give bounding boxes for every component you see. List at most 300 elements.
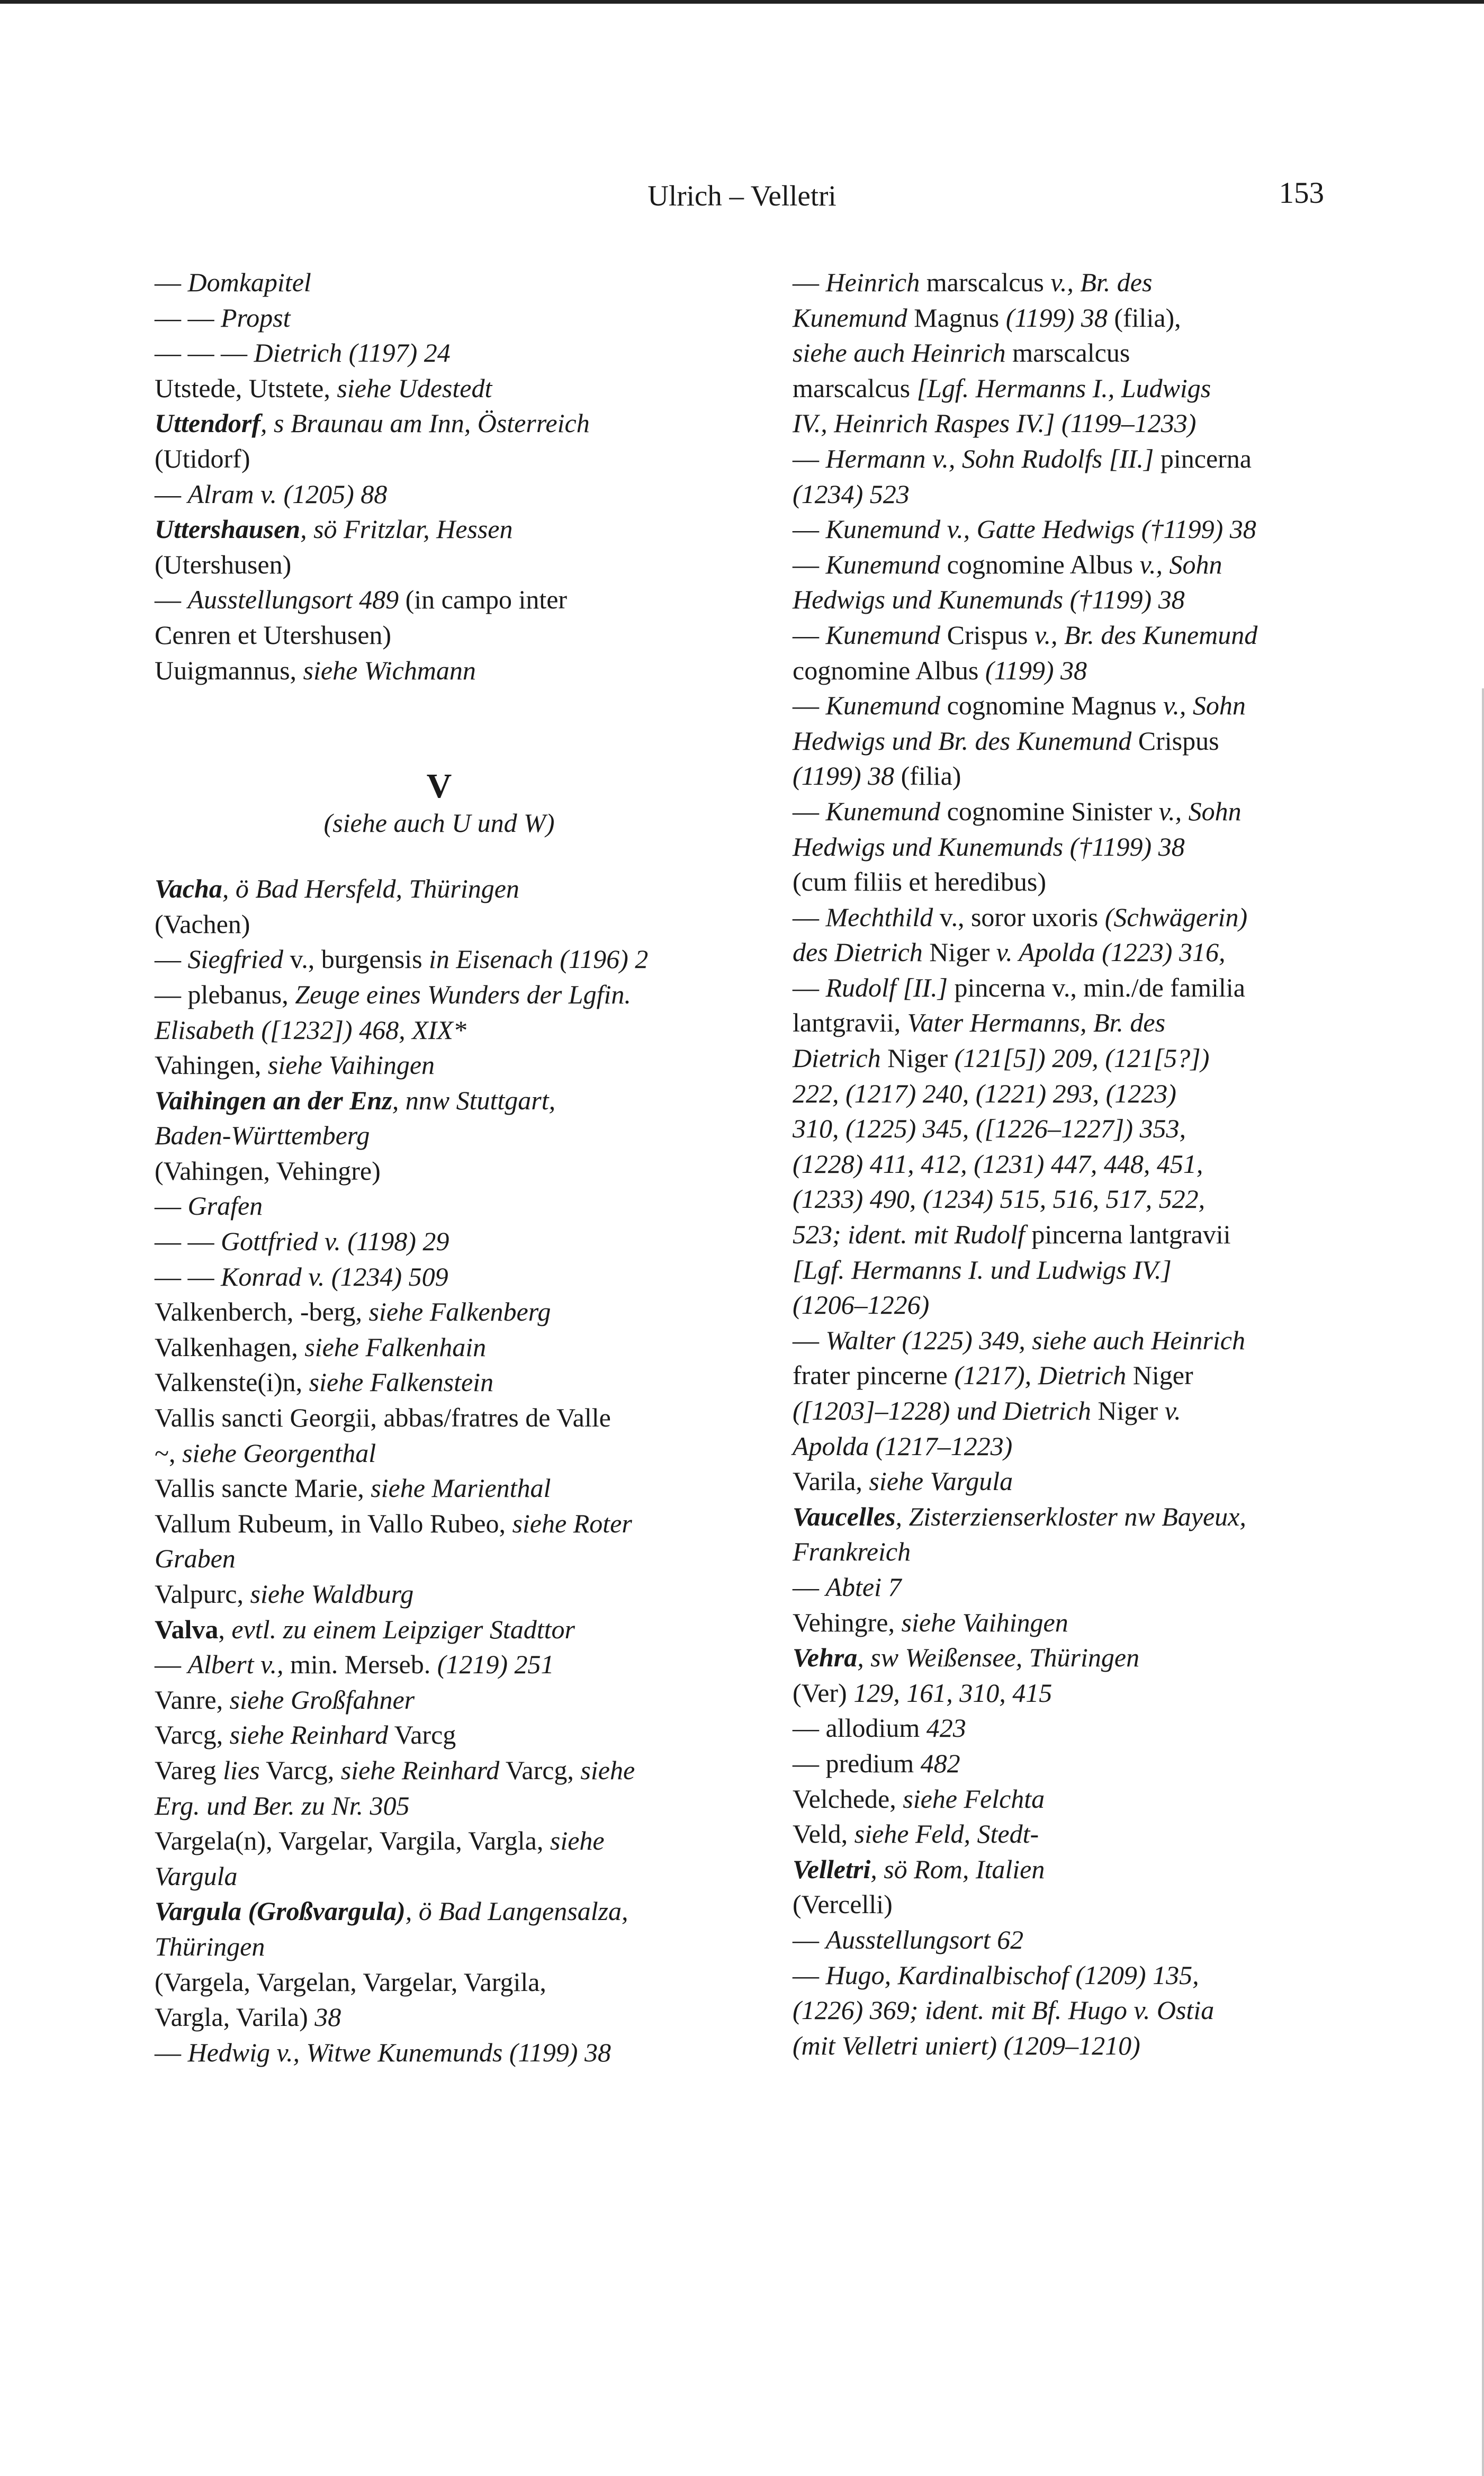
index-line bbox=[793, 1534, 1346, 1569]
index-line bbox=[793, 265, 1346, 300]
index-line bbox=[793, 406, 1346, 441]
index-text: v. bbox=[1164, 1396, 1181, 1425]
index-text: Niger bbox=[1126, 1360, 1193, 1390]
index-line bbox=[793, 617, 1346, 653]
index-text: Hedwigs und Kunemunds (†1199) 38 bbox=[793, 831, 1185, 862]
index-text: marscalcus bbox=[793, 373, 917, 403]
index-text: Uuigmannus, bbox=[155, 655, 303, 685]
index-line bbox=[155, 1365, 724, 1400]
index-line bbox=[155, 1153, 724, 1189]
index-text: siehe bbox=[550, 1826, 605, 1856]
index-line bbox=[155, 1506, 724, 1541]
index-text: (Schwägerin) bbox=[1104, 902, 1248, 932]
index-text: Elisabeth ([1232]) 468, XIX* bbox=[155, 1015, 466, 1045]
index-text: (1228) 411, 412, (1231) 447, 448, 451, bbox=[793, 1149, 1203, 1179]
index-line bbox=[155, 1612, 724, 1647]
index-text: Kunemund bbox=[825, 620, 941, 650]
right-column bbox=[793, 265, 1346, 2063]
index-text: (1199) 38 bbox=[985, 655, 1087, 685]
index-line bbox=[155, 1083, 724, 1118]
index-line bbox=[155, 1294, 724, 1330]
index-line bbox=[793, 1146, 1346, 1182]
index-text: siehe Waldburg bbox=[250, 1579, 414, 1609]
index-text: (filia), bbox=[1107, 302, 1181, 333]
index-text: Apolda (1217–1223) bbox=[793, 1431, 1013, 1461]
index-line bbox=[793, 547, 1346, 582]
top-rule bbox=[0, 0, 1484, 4]
index-text: siehe Roter bbox=[512, 1508, 632, 1538]
index-text: 482 bbox=[920, 1748, 960, 1778]
index-text: Veld, bbox=[793, 1819, 855, 1849]
index-text: Magnus bbox=[907, 302, 1006, 333]
index-line bbox=[155, 1717, 724, 1753]
index-text: Kunemund v., Gatte Hedwigs (†1199) 38 bbox=[825, 514, 1256, 544]
index-text: Hermann v., Sohn Rudolfs [II.] bbox=[825, 443, 1154, 473]
index-line bbox=[155, 1470, 724, 1506]
index-text: (Vahingen, Vehingre) bbox=[155, 1155, 381, 1186]
index-line bbox=[793, 1252, 1346, 1288]
index-text: Dietrich bbox=[793, 1043, 881, 1073]
index-line bbox=[793, 723, 1346, 759]
index-line bbox=[793, 1605, 1346, 1640]
index-text: Zeuge eines Wunders der Lgfin. bbox=[295, 979, 631, 1009]
index-line bbox=[793, 441, 1346, 477]
index-text: , bbox=[218, 1614, 232, 1644]
index-text: Valva bbox=[155, 1614, 219, 1644]
index-line bbox=[793, 1922, 1346, 1958]
index-text: cognomine Sinister bbox=[940, 796, 1159, 826]
index-text: — bbox=[793, 1572, 826, 1602]
index-text: , sö Fritzlar, Hessen bbox=[300, 514, 513, 544]
index-text: — — bbox=[155, 302, 221, 333]
index-text: min. Merseb. bbox=[283, 1649, 437, 1680]
index-line bbox=[793, 2028, 1346, 2064]
index-line bbox=[155, 1224, 724, 1259]
index-text: (1199) 38 bbox=[793, 761, 895, 791]
index-text: Vacha bbox=[155, 874, 222, 904]
index-text: (1199) 38 bbox=[1005, 302, 1108, 333]
index-text: [Lgf. Hermanns I. und Ludwigs IV.] bbox=[793, 1254, 1172, 1285]
index-text: Vaucelles bbox=[793, 1501, 896, 1531]
index-text: siehe auch Heinrich bbox=[793, 338, 1006, 368]
index-text: , sö Rom, Italien bbox=[870, 1854, 1045, 1884]
index-line bbox=[155, 1753, 724, 1788]
index-text: frater pincerne bbox=[793, 1360, 955, 1390]
index-text: Kunemund bbox=[825, 690, 941, 721]
index-text: siehe Felchta bbox=[903, 1783, 1045, 1814]
index-text: siehe Vargula bbox=[869, 1466, 1013, 1496]
index-line bbox=[155, 582, 724, 617]
index-text: Niger bbox=[880, 1043, 955, 1073]
index-line bbox=[155, 1788, 724, 1824]
index-line bbox=[155, 977, 724, 1012]
index-line bbox=[155, 1859, 724, 1894]
index-line bbox=[155, 1894, 724, 1929]
index-line bbox=[793, 1746, 1346, 1781]
index-text: (1219) 251 bbox=[437, 1649, 554, 1680]
index-line bbox=[155, 1999, 724, 2035]
index-text: siehe Wichmann bbox=[303, 655, 476, 685]
index-entries-u bbox=[155, 265, 724, 688]
index-text: Erg. und Ber. zu Nr. 305 bbox=[155, 1790, 410, 1820]
index-line bbox=[155, 335, 724, 371]
index-line bbox=[793, 829, 1346, 865]
index-line bbox=[793, 1393, 1346, 1429]
index-line bbox=[793, 794, 1346, 829]
index-text: Heinrich bbox=[825, 267, 920, 297]
index-line bbox=[793, 1111, 1346, 1146]
running-head: Ulrich – Velletri bbox=[647, 180, 837, 212]
index-line bbox=[793, 1181, 1346, 1217]
index-text: — bbox=[155, 267, 188, 297]
index-text: v., Sohn bbox=[1139, 549, 1222, 579]
index-line bbox=[155, 1330, 724, 1365]
index-text: — bbox=[155, 1191, 188, 1221]
index-text: (cum filiis et heredibus) bbox=[793, 867, 1047, 897]
index-line bbox=[155, 1118, 724, 1153]
index-line bbox=[155, 1259, 724, 1295]
index-line bbox=[155, 941, 724, 977]
index-line bbox=[793, 688, 1346, 723]
index-text: (Ver) bbox=[793, 1677, 854, 1708]
index-text: marscalcus bbox=[920, 267, 1051, 297]
page-number: 153 bbox=[1279, 176, 1324, 210]
index-line bbox=[793, 1993, 1346, 2028]
index-text: Kunemund bbox=[793, 302, 907, 333]
index-text: siehe Reinhard bbox=[340, 1755, 500, 1785]
index-line bbox=[155, 371, 724, 406]
index-text: v., soror uxoris bbox=[933, 902, 1105, 932]
index-line bbox=[793, 1852, 1346, 1887]
index-text: marscalcus bbox=[1005, 338, 1130, 368]
index-text: Uttendorf bbox=[155, 408, 260, 438]
index-text: siehe Vaihingen bbox=[267, 1050, 435, 1080]
index-line bbox=[793, 864, 1346, 900]
index-line bbox=[793, 335, 1346, 371]
index-line bbox=[155, 1929, 724, 1964]
index-text: Crispus bbox=[940, 620, 1035, 650]
index-line bbox=[155, 477, 724, 512]
index-text: v., Sohn bbox=[1163, 690, 1246, 721]
index-text: Vallis sancti Georgii, abbas/fratres de Valle bbox=[155, 1403, 611, 1433]
index-text: lies bbox=[223, 1755, 260, 1785]
index-text: Vargela(n), Vargelar, Vargila, Vargla, bbox=[155, 1826, 550, 1856]
index-entries-v-continued bbox=[793, 265, 1346, 2063]
section-cross-reference: (siehe auch U und W) bbox=[323, 808, 555, 838]
index-text: pincerna lantgravii bbox=[1024, 1219, 1231, 1250]
index-line bbox=[155, 1047, 724, 1083]
index-text: lantgravii, bbox=[793, 1008, 907, 1038]
index-text: Walter (1225) 349, siehe auch Heinrich bbox=[825, 1325, 1245, 1355]
index-line bbox=[793, 1076, 1346, 1111]
index-text: v., burgensis bbox=[283, 944, 429, 974]
index-text: cognomine Albus bbox=[793, 655, 985, 685]
index-text: (Vercelli) bbox=[793, 1889, 893, 1919]
index-text: Ausstellungsort 62 bbox=[825, 1924, 1024, 1954]
index-text: — bbox=[793, 514, 826, 544]
index-text: siehe Reinhard bbox=[229, 1720, 389, 1750]
index-text: (filia) bbox=[894, 761, 961, 791]
index-line bbox=[155, 1576, 724, 1612]
index-line bbox=[155, 512, 724, 547]
index-line bbox=[793, 653, 1346, 688]
index-text: (Utershusen) bbox=[155, 549, 292, 579]
index-text: Hugo, Kardinalbischof (1209) 135, bbox=[825, 1960, 1199, 1990]
index-text: Velchede, bbox=[793, 1783, 903, 1814]
index-text: (1226) 369; ident. mit Bf. Hugo v. Ostia bbox=[793, 1995, 1215, 2025]
index-text: Graben bbox=[155, 1544, 236, 1574]
index-text: Valkenste(i)n, bbox=[155, 1367, 309, 1397]
index-line bbox=[793, 582, 1346, 617]
index-text: v., Br. des Kunemund bbox=[1034, 620, 1258, 650]
index-text: (1234) 523 bbox=[793, 479, 910, 509]
index-line bbox=[793, 1958, 1346, 1993]
index-text: (in campo inter bbox=[399, 585, 568, 615]
index-text: Siegfried bbox=[187, 944, 284, 974]
index-text: cognomine Magnus bbox=[940, 690, 1163, 721]
index-line bbox=[793, 1499, 1346, 1535]
index-line bbox=[155, 2035, 724, 2070]
index-line bbox=[793, 1358, 1346, 1393]
index-text: — bbox=[155, 479, 188, 509]
index-text: — bbox=[793, 690, 826, 721]
index-line bbox=[793, 1287, 1346, 1323]
index-text: IV., Heinrich Raspes IV.] (1199–1233) bbox=[793, 408, 1197, 438]
index-text: Baden-Württemberg bbox=[155, 1120, 370, 1151]
index-text: Dietrich (1197) 24 bbox=[254, 338, 451, 368]
index-line bbox=[155, 406, 724, 441]
index-text: siehe Falkenhain bbox=[304, 1332, 487, 1362]
index-text: — bbox=[793, 1325, 826, 1355]
index-text: Varcg bbox=[388, 1720, 456, 1750]
index-text: Gottfried v. (1198) 29 bbox=[221, 1226, 449, 1257]
index-text: siehe Vaihingen bbox=[901, 1607, 1068, 1637]
index-text: pincerna bbox=[1154, 443, 1252, 473]
index-line bbox=[155, 547, 724, 582]
index-line bbox=[155, 617, 724, 653]
index-text: Vargla, Varila) bbox=[155, 2002, 315, 2032]
index-text: Velletri bbox=[793, 1854, 871, 1884]
index-text: Varcg, bbox=[259, 1755, 341, 1785]
index-line bbox=[793, 1816, 1346, 1852]
index-text: 222, (1217) 240, (1221) 293, (1223) bbox=[793, 1078, 1176, 1108]
index-text: (1233) 490, (1234) 515, 516, 517, 522, bbox=[793, 1184, 1206, 1214]
index-line bbox=[155, 871, 724, 907]
index-line bbox=[793, 1217, 1346, 1252]
index-line bbox=[793, 1781, 1346, 1817]
index-text: Propst bbox=[221, 302, 291, 333]
index-text: — plebanus, bbox=[155, 979, 295, 1009]
index-line bbox=[155, 1541, 724, 1576]
index-text: (1217), Dietrich bbox=[954, 1360, 1127, 1390]
index-line bbox=[155, 300, 724, 336]
index-line bbox=[155, 907, 724, 942]
index-line bbox=[155, 653, 724, 688]
index-text: Varila, bbox=[793, 1466, 869, 1496]
index-line bbox=[793, 1675, 1346, 1711]
index-line bbox=[793, 1569, 1346, 1605]
index-text: Domkapitel bbox=[187, 267, 311, 297]
index-text: — — bbox=[155, 1226, 221, 1257]
index-text: Hedwigs und Kunemunds (†1199) 38 bbox=[793, 585, 1185, 615]
index-line bbox=[793, 1323, 1346, 1358]
index-text: — bbox=[793, 549, 826, 579]
index-text: Vargula bbox=[155, 1861, 238, 1891]
index-line bbox=[155, 1964, 724, 2000]
index-line bbox=[793, 900, 1346, 935]
index-text: 38 bbox=[314, 2002, 341, 2032]
index-text: siehe Marienthal bbox=[371, 1473, 551, 1503]
index-text: Uttershausen bbox=[155, 514, 301, 544]
index-text: 129, 161, 310, 415 bbox=[853, 1677, 1053, 1708]
index-line bbox=[155, 265, 724, 300]
index-text: Alram v. (1205) 88 bbox=[187, 479, 388, 509]
index-text: Hedwigs und Br. des Kunemund bbox=[793, 725, 1132, 756]
index-text: ([1203]–1228) und Dietrich bbox=[793, 1396, 1091, 1425]
index-line bbox=[793, 371, 1346, 406]
index-text: — bbox=[155, 944, 188, 974]
index-text: Vehra bbox=[793, 1643, 858, 1673]
index-line bbox=[155, 1436, 724, 1471]
index-line bbox=[793, 1640, 1346, 1675]
index-line bbox=[793, 512, 1346, 547]
index-line bbox=[155, 1823, 724, 1859]
index-text: pincerna v., min./de familia bbox=[948, 972, 1245, 1002]
index-text: Valkenberch, -berg, bbox=[155, 1297, 369, 1327]
index-text: v. Apolda (1223) 316, bbox=[996, 937, 1226, 967]
index-text: Vargula (Großvargula) bbox=[155, 1896, 406, 1926]
index-text: Frankreich bbox=[793, 1537, 911, 1567]
index-text: 523; ident. mit Rudolf bbox=[793, 1219, 1025, 1250]
index-text: Vater Hermanns, Br. des bbox=[907, 1008, 1166, 1038]
index-line bbox=[155, 441, 724, 477]
index-text: siehe Georgenthal bbox=[182, 1438, 376, 1468]
index-text: siehe Falkenstein bbox=[309, 1367, 494, 1397]
index-text: Kunemund bbox=[825, 796, 941, 826]
section-gap bbox=[155, 688, 724, 767]
index-text: Hedwig v., Witwe Kunemunds (1199) 38 bbox=[187, 2037, 611, 2067]
index-text: — — — bbox=[155, 338, 254, 368]
section-letter: V bbox=[426, 767, 452, 806]
index-text: Vanre, bbox=[155, 1684, 230, 1715]
index-text: — predium bbox=[793, 1748, 921, 1778]
index-line bbox=[793, 935, 1346, 970]
index-line bbox=[793, 300, 1346, 336]
index-text: Vareg bbox=[155, 1755, 223, 1785]
index-text: Rudolf [II.] bbox=[825, 972, 948, 1002]
index-text: Utstede, Utstete, bbox=[155, 373, 337, 403]
index-line bbox=[155, 1647, 724, 1682]
index-text: (121[5]) 209, (121[5?]) bbox=[954, 1043, 1210, 1073]
index-line bbox=[793, 1464, 1346, 1499]
index-entries-v bbox=[155, 871, 724, 2070]
index-text: [Lgf. Hermanns I., Ludwigs bbox=[916, 373, 1211, 403]
index-text: — bbox=[155, 585, 188, 615]
index-text: Vaihingen an der Enz bbox=[155, 1085, 392, 1115]
index-text: siehe Großfahner bbox=[229, 1684, 415, 1715]
index-text: Mechthild bbox=[825, 902, 933, 932]
index-text: des Dietrich bbox=[793, 937, 923, 967]
index-text: in Eisenach (1196) 2 bbox=[429, 944, 649, 974]
index-text: Niger bbox=[1091, 1396, 1165, 1425]
index-text: — bbox=[793, 1960, 826, 1990]
index-line bbox=[793, 1887, 1346, 1922]
index-text: Vallis sancte Marie, bbox=[155, 1473, 371, 1503]
index-text: , ö Bad Hersfeld, Thüringen bbox=[222, 874, 519, 904]
index-text: Crispus bbox=[1131, 725, 1219, 756]
index-text: , Zisterzienserkloster nw Bayeux, bbox=[895, 1501, 1246, 1531]
index-text: Abtei 7 bbox=[825, 1572, 902, 1602]
index-text: — bbox=[793, 1924, 826, 1954]
index-text: — bbox=[793, 443, 826, 473]
index-text: — bbox=[793, 972, 826, 1002]
index-line bbox=[155, 1188, 724, 1224]
index-text: Niger bbox=[922, 937, 996, 967]
index-text: , s Braunau am Inn, Österreich bbox=[260, 408, 590, 438]
index-text: — bbox=[155, 2037, 188, 2067]
index-text: Varcg, bbox=[155, 1720, 230, 1750]
index-line bbox=[155, 1012, 724, 1048]
index-text: Konrad v. (1234) 509 bbox=[221, 1261, 448, 1291]
index-line bbox=[793, 1429, 1346, 1464]
index-text: Varcg, bbox=[499, 1755, 581, 1785]
index-text: siehe Feld, Stedt- bbox=[854, 1819, 1039, 1849]
index-text: Valkenhagen, bbox=[155, 1332, 305, 1362]
index-text: Vahingen, bbox=[155, 1050, 268, 1080]
scan-edge-line bbox=[1482, 688, 1484, 2476]
left-column bbox=[155, 265, 724, 2070]
index-text: Ausstellungsort 489 bbox=[187, 585, 399, 615]
index-text: — bbox=[793, 902, 826, 932]
index-text: Grafen bbox=[187, 1191, 263, 1221]
index-text: — bbox=[793, 620, 826, 650]
index-line bbox=[155, 1682, 724, 1718]
index-text: ~, bbox=[155, 1438, 183, 1468]
index-line bbox=[793, 1710, 1346, 1746]
index-text: (mit Velletri uniert) (1209–1210) bbox=[793, 2030, 1140, 2060]
index-text: — bbox=[793, 267, 826, 297]
index-line bbox=[155, 1400, 724, 1436]
index-text: evtl. zu einem Leipziger Stadttor bbox=[231, 1614, 575, 1644]
index-text: , nnw Stuttgart, bbox=[392, 1085, 556, 1115]
index-text: — — bbox=[155, 1261, 221, 1291]
index-text: 423 bbox=[926, 1713, 966, 1743]
index-text: — bbox=[793, 796, 826, 826]
index-text: (Vargela, Vargelan, Vargelar, Vargila, bbox=[155, 1967, 546, 1997]
index-text: Thüringen bbox=[155, 1931, 265, 1961]
index-line bbox=[793, 477, 1346, 512]
index-text: Vallum Rubeum, in Vallo Rubeo, bbox=[155, 1508, 512, 1538]
index-line bbox=[793, 1005, 1346, 1040]
index-text: Kunemund bbox=[825, 549, 941, 579]
index-text: cognomine Albus bbox=[940, 549, 1140, 579]
index-text: siehe Udestedt bbox=[337, 373, 492, 403]
index-text: siehe bbox=[580, 1755, 635, 1785]
index-line bbox=[793, 758, 1346, 794]
index-text: Vehingre, bbox=[793, 1607, 902, 1637]
index-text: (Vachen) bbox=[155, 909, 250, 939]
index-text: Valpurc, bbox=[155, 1579, 250, 1609]
index-text: , sw Weißensee, Thüringen bbox=[857, 1643, 1140, 1673]
index-line bbox=[793, 1040, 1346, 1076]
section-gap bbox=[155, 840, 724, 871]
index-text: — bbox=[155, 1649, 188, 1680]
index-text: 310, (1225) 345, ([1226–1227]) 353, bbox=[793, 1114, 1186, 1144]
index-text: v., Br. des bbox=[1050, 267, 1153, 297]
index-text: (1206–1226) bbox=[793, 1290, 930, 1320]
index-text: v., Sohn bbox=[1158, 796, 1242, 826]
index-text: siehe Falkenberg bbox=[368, 1297, 551, 1327]
